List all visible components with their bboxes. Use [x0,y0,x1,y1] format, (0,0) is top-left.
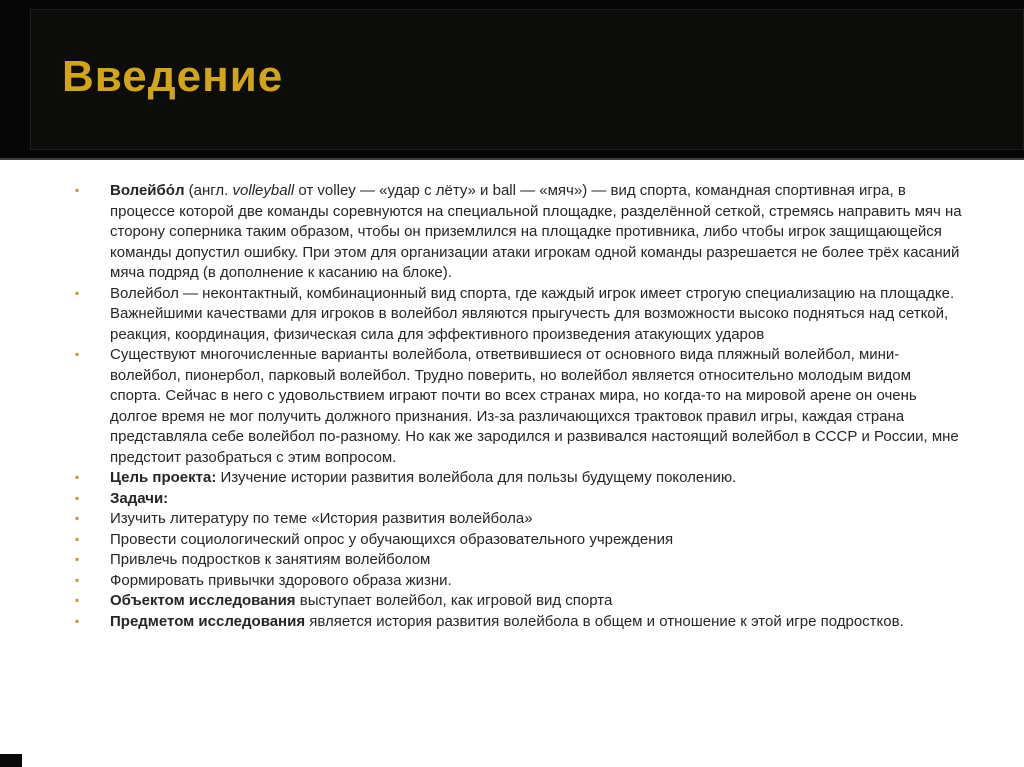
bullet-marker-icon: ▪ [75,285,80,300]
bullet-marker-icon: ▪ [75,511,80,525]
bullet-marker-icon: ▪ [75,490,80,505]
list-item [75,489,966,510]
list-item [75,181,966,284]
bullet-marker-icon: ▪ [75,593,80,607]
list-item [75,345,966,468]
bullet-text: Изучить литературу по теме «История развития волейбола» [110,510,533,527]
bullet-text: Формировать привычки здорового образа жизни. [110,571,452,589]
bullet-text: Волейбол — неконтактный, комбинационный вид спорта, где каждый игрок имеет строгую специализацию на площадке. Важнейшими качествами для игроков в волейбол являются прыгучесть для возможности высоко подняться над сеткой, реакция, координация, физическая сила для эффективного произведения атакующих ударов [110,284,955,343]
bullet-text: Провести социологический опрос у обучающихся образовательного учреждения [110,530,674,548]
list-item [75,591,966,612]
list-item [75,468,966,489]
bullet-text: Объектом исследования выступает волейбол, как игровой вид спорта [110,592,613,609]
slide-header [0,0,1024,160]
list-item [75,612,966,633]
bullet-marker-icon: ▪ [75,613,80,628]
bullet-text: Существуют многочисленные варианты волейбола, ответвившиеся от основного вида пляжный волейбол, мини-волейбол, пионербол, парковый волейбол. Трудно поверить, но волейбол является относительно молодым видом спорта. Сейчас в него с удовольствием играют почти во всех странах мира, но когда-то на мировой арене он очень долгое время не мог получить должного признания. Из-за различающихся трактовок правил игры, каждая страна представляла себе волейбол по-разному. Но как же зародился и развивался настоящий волейбол в СССР и России, мне предстоит разобраться с этим вопросом. [110,346,959,466]
bullet-text: Задачи: [110,489,169,507]
bullet-marker-icon: ▪ [75,531,80,546]
bullet-marker-icon: ▪ [75,470,80,484]
bullet-list [75,181,966,632]
corner-decoration [0,754,22,767]
slide-title: Введение [62,52,284,101]
list-item [75,509,966,530]
bullet-marker-icon: ▪ [75,552,80,566]
bullet-marker-icon: ▪ [75,183,80,197]
bullet-text: Предметом исследования является история развития волейбола в общем и отношение к этой игре подростков. [110,612,904,630]
bullet-text: Привлечь подростков к занятиям волейболом [110,551,431,568]
bullet-marker-icon: ▪ [75,572,80,587]
list-item [75,284,966,346]
list-item [75,530,966,551]
bullet-text: Волейбо́л (англ. volleyball от volley — «удар с лёту» и ball — «мяч») — вид спорта, командная спортивная игра, в процессе которой две команды соревнуются на специальной площадке, разделённой сеткой, стремясь направить мяч на сторону соперника таким образом, чтобы он приземлился на площадке противника, либо чтобы игрок защищающейся команды допустил ошибку. При этом для организации атаки игрокам одной команды разрешается не более трёх касаний мяча подряд (в дополнение к касанию на блоке). [110,182,962,281]
bullet-text: Цель проекта: Изучение истории развития волейбола для пользы будущему поколению. [110,469,737,486]
list-item [75,550,966,571]
list-item [75,571,966,592]
bullet-marker-icon: ▪ [75,347,80,361]
